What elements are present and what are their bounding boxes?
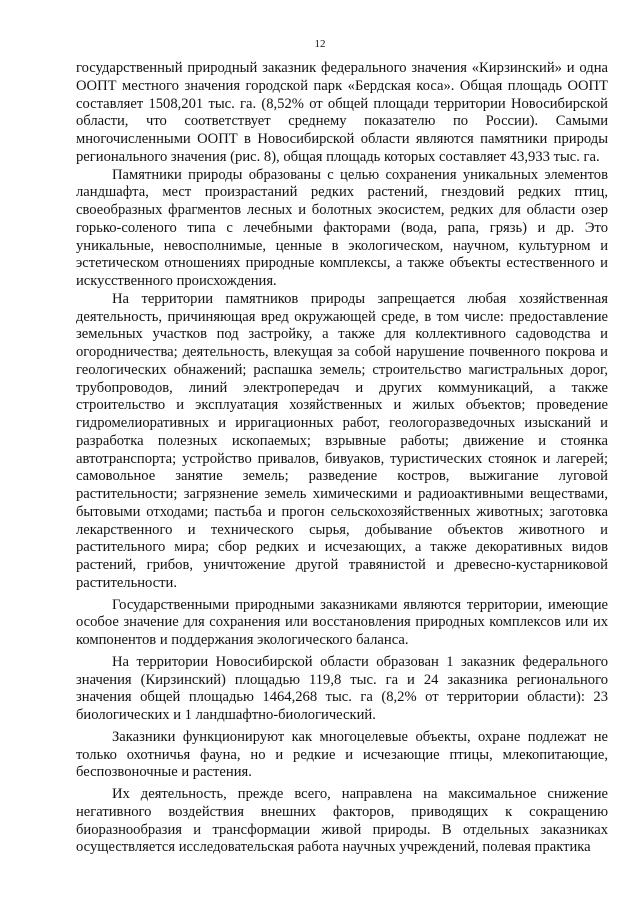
paragraph-reserves-count: На территории Новосибирской области образован 1 заказник федерального значения (Кирзинский) площадью 119,8 тыс. га и 24 заказника регионального значения общей площадью 1464,268 тыс. га (8,2% от территории области): 23 биологических и 1 ландшафтно-биологический.	[76, 653, 608, 723]
document-body	[76, 60, 608, 857]
page-number: 12	[314, 38, 326, 50]
paragraph-prohibitions: На территории памятников природы запрещается любая хозяйственная деятельность, причиняющая вред окружающей среде, в том числе: предоставление земельных участков под застройку, а также для коллективного садоводства и огородничества; деятельность, влекущая за собой нарушение почвенного покрова и геологических обнажений; распашка земель; строительство магистральных дорог, трубопроводов, линий электропередач и других коммуникаций, а также строительство и эксплуатация хозяйственных и жилых объектов; проведение гидромелиоративных и ирригационных работ, геологоразведочных изысканий и разработка полезных ископаемых; взрывные работы; движение и стоянка автотранспорта; устройство привалов, бивуаков, туристических стоянок и лагерей; самовольное занятие земель; разведение костров, выжигание луговой растительности; загрязнение земель химическими и радиоактивными веществами, бытовыми отходами; пастьба и прогон сельскохозяйственных животных; заготовка лекарственного и технического сырья, добывание объектов животного и растительного мира; сбор редких и исчезающих, а также декоративных видов растений, грибов, уничтожение другой травянистой и древесно-кустарниковой растительности.	[76, 290, 608, 591]
paragraph-reserves-definition: Государственными природными заказниками являются территории, имеющие особое значение для сохранения или восстановления природных комплексов или их компонентов и поддержания экологического баланса.	[76, 596, 608, 648]
paragraph-natural-monuments: Памятники природы образованы с целью сохранения уникальных элементов ландшафта, мест произрастаний редких растений, гнездовий редких птиц, своеобразных фрагментов лесных и болотных экосистем, редких для области озер горько-соленого типа с лечебными факторами (вода, рапа, грязь) и др. Это уникальные, невосполнимые, ценные в экологическом, научном, культурном и эстетическом отношениях природные комплексы, а также объекты естественного и искусственного происхождения.	[76, 166, 608, 289]
paragraph-continuation: государственный природный заказник федерального значения «Кирзинский» и одна ООПТ местного значения городской парк «Бердская коса». Общая площадь ООПТ составляет 1508,201 тыс. га. (8,52% от общей площади территории Новосибирской области, что соответствует среднему показателю по России). Самыми многочисленными ООПТ в Новосибирской области являются памятники природы регионального значения (рис. 8), общая площадь которых составляет 43,933 тыс. га.	[76, 60, 608, 165]
paragraph-reserves-activity: Их деятельность, прежде всего, направлена на максимальное снижение негативного воздействия внешних факторов, приводящих к сокращению биоразнообразия и трансформации живой природы. В отдельных заказниках осуществляется исследовательская работа научных учреждений, полевая практика	[76, 786, 608, 856]
paragraph-reserves-function: Заказники функционируют как многоцелевые объекты, охране подлежат не только охотничья фауна, но и редкие и исчезающие птицы, млекопитающие, беспозвоночные и растения.	[76, 728, 608, 781]
